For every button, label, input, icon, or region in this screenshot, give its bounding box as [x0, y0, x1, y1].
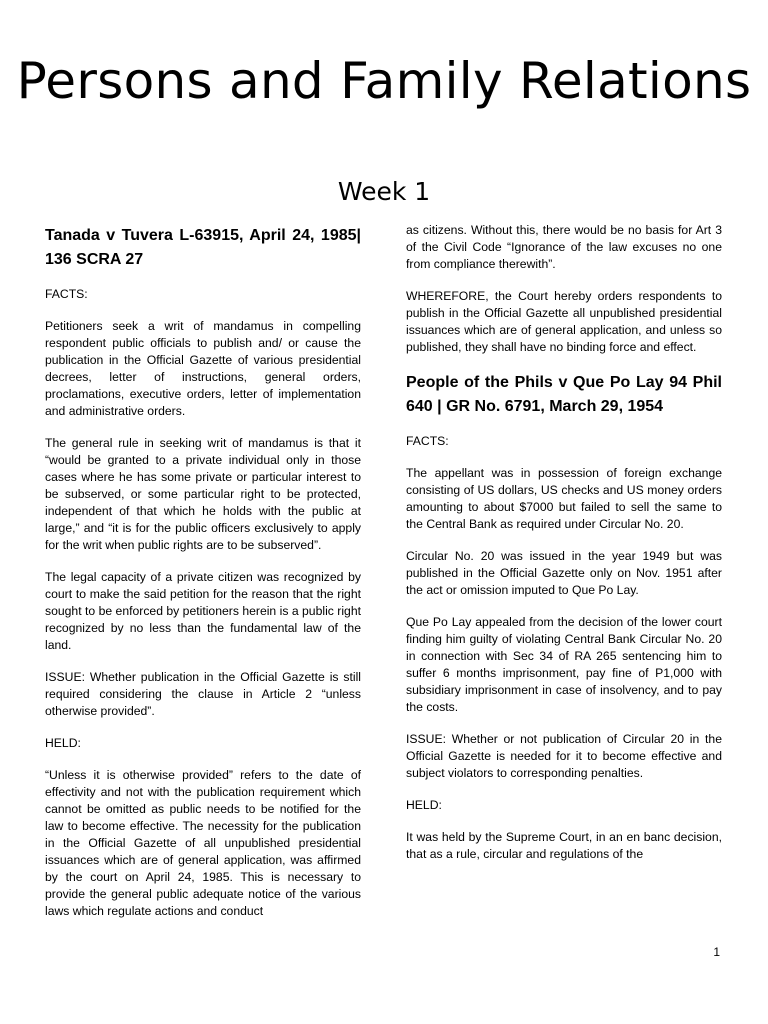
case-title-tanada: Tanada v Tuvera L-63915, April 24, 1985| 136 SCRA 27 [45, 227, 361, 268]
paragraph: The general rule in seeking writ of mandamus is that it “would be granted to a private individual only in those cases where he has some private or particular interest to be subserved, or some particular right to be protected, independent of that which he holds with the public at large,” and “it is for the public officers exclusively to apply for the writ when public rights are to be subserved”. [45, 436, 361, 552]
page-title: Persons and Family Relations [16, 52, 752, 110]
paragraph: The legal capacity of a private citizen was recognized by court to make the said petition for the reason that the right sought to be enforced by petitioners herein is a public right recognized by no less than the fundamental law of the land. [45, 570, 361, 652]
paragraph: as citizens. Without this, there would be no basis for Art 3 of the Civil Code “Ignorance of the law excuses no one from compliance therewith”. [406, 223, 722, 271]
held-heading: HELD: [45, 736, 81, 750]
paragraph: “Unless it is otherwise provided” refers to the date of effectivity and not with the publication requirement which cannot be omitted as public needs to be notified for the law to become effective. The necessity for the publication in the Official Gazette of all unpublished presidential issuances which are of general application, was affirmed by the court on April 24, 1985. This is necessary to provide the general public adequate notice of the various laws which regulate actions and conduct [45, 768, 361, 918]
case-title-que-po-lay: People of the Phils v Que Po Lay 94 Phil 640 | GR No. 6791, March 29, 1954 [406, 374, 722, 415]
page-subtitle: Week 1 [337, 177, 431, 206]
left-column [45, 222, 361, 935]
page-number: 1 [713, 945, 720, 959]
paragraph: It was held by the Supreme Court, in an en banc decision, that as a rule, circular and regulations of the [406, 830, 722, 861]
right-column [406, 222, 722, 878]
facts-heading: FACTS: [406, 434, 449, 448]
paragraph: Petitioners seek a writ of mandamus in compelling respondent public officials to publish and/ or cause the publication in the Official Gazette of various presidential decrees, letter of instructions, general orders, proclamations, executive orders, letter of implementation and administrative orders. [45, 319, 361, 418]
paragraph: The appellant was in possession of foreign exchange consisting of US dollars, US checks and US money orders amounting to about $7000 but failed to sell the same to the Central Bank as required under Circular No. 20. [406, 466, 722, 531]
wherefore-paragraph: WHEREFORE, the Court hereby orders respondents to publish in the Official Gazette all unpublished presidential issuances which are of general application, and unless so published, they shall have no binding force and effect. [406, 289, 722, 354]
held-heading: HELD: [406, 798, 442, 812]
facts-heading: FACTS: [45, 287, 88, 301]
issue-paragraph: ISSUE: Whether or not publication of Circular 20 in the Official Gazette is needed for it to become effective and subject violators to corresponding penalties. [406, 732, 722, 780]
paragraph: Que Po Lay appealed from the decision of the lower court finding him guilty of violating Central Bank Circular No. 20 in connection with Sec 34 of RA 265 sentencing him to suffer 6 months imprisonment, pay fine of P1,000 with subsidiary imprisonment in case of insolvency, and to pay the costs. [406, 615, 722, 714]
paragraph: Circular No. 20 was issued in the year 1949 but was published in the Official Gazette only on Nov. 1951 after the act or omission imputed to Que Po Lay. [406, 549, 722, 597]
issue-paragraph: ISSUE: Whether publication in the Official Gazette is still required considering the clause in Article 2 “unless otherwise provided”. [45, 670, 361, 718]
